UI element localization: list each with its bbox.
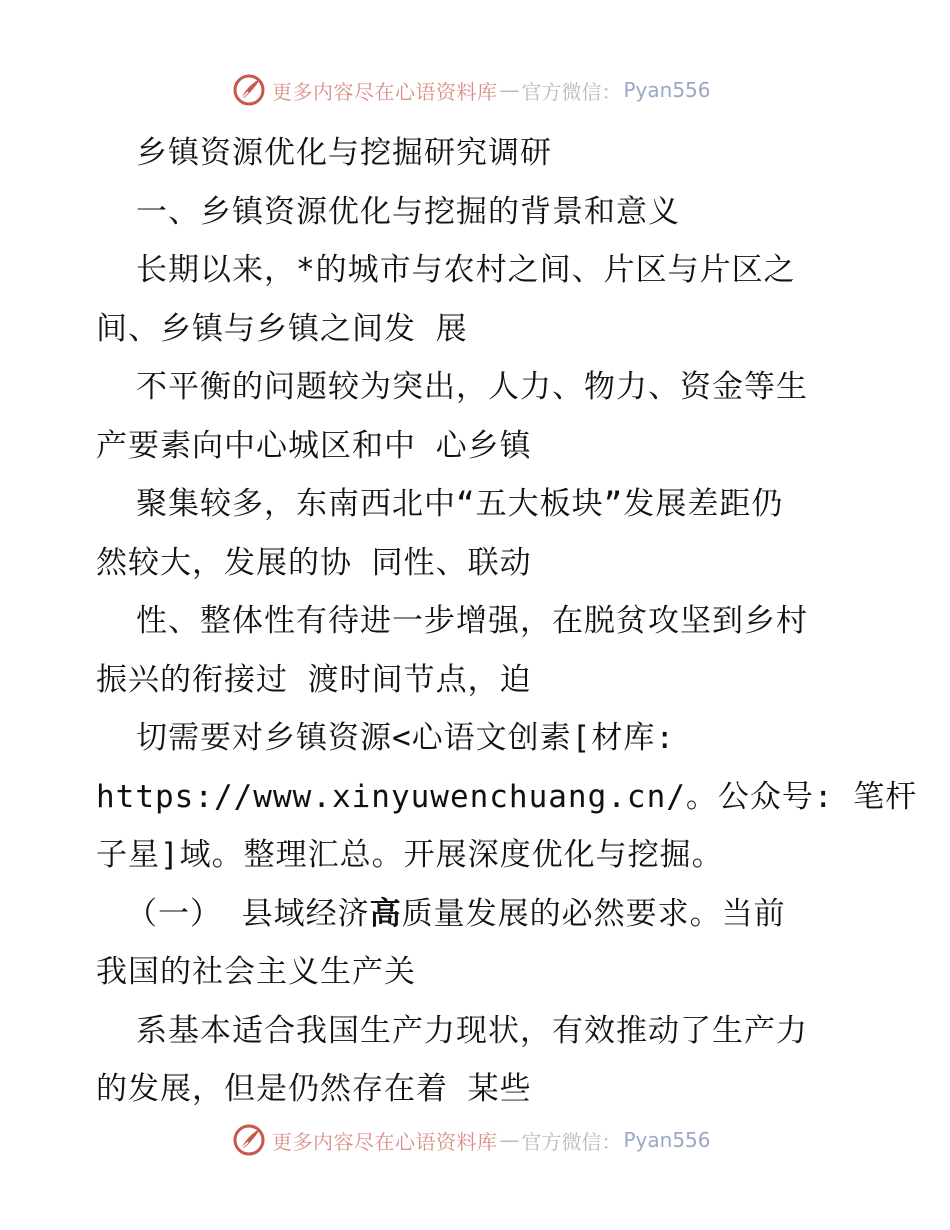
subsection-bold-char: 高 bbox=[369, 895, 402, 932]
quill-circle-icon bbox=[232, 1123, 266, 1157]
paragraph-line: 振兴的衔接过 渡时间节点，迫 bbox=[96, 661, 532, 698]
paragraph-line: https://www.xinyuwenchuang.cn/。公众号: 笔杆 bbox=[96, 778, 918, 815]
watermark-official: 官方微信： bbox=[521, 1129, 622, 1154]
paragraph-line: 的发展，但是仍然存在着 某些 bbox=[96, 1071, 532, 1107]
paragraph-line: 切需要对乡镇资源<心语文创素[材库: bbox=[136, 720, 675, 756]
quill-circle-icon bbox=[232, 73, 266, 107]
paragraph-line: 我国的社会主义生产关 bbox=[96, 954, 416, 990]
paragraph-line: 长期以来，*的城市与农村之间、片区与片区之 bbox=[136, 252, 796, 288]
paragraph-line: 聚集较多，东南西北中“五大板块”发展差距仍 bbox=[136, 486, 784, 522]
paragraph-line: 子星]域。整理汇总。开展深度优化与挖掘。 bbox=[96, 837, 724, 873]
paragraph-line: 系基本适合我国生产力现状，有效推动了生产力 bbox=[136, 1012, 808, 1049]
watermark-id: Pyan556 bbox=[623, 78, 711, 102]
document-title: 乡镇资源优化与挖掘研究调研 bbox=[136, 135, 552, 171]
watermark-brand: 更多内容尽在心语资料库 bbox=[272, 79, 498, 104]
subsection-heading bbox=[96, 885, 856, 944]
footer-watermark bbox=[232, 1120, 711, 1160]
paragraph-line: 不平衡的问题较为突出，人力、物力、资金等生 bbox=[136, 369, 808, 405]
watermark-brand: 更多内容尽在心语资料库 bbox=[272, 1129, 498, 1154]
watermark-id: Pyan556 bbox=[623, 1128, 711, 1152]
paragraph-line: 产要素向中心城区和中 心乡镇 bbox=[96, 427, 532, 464]
paragraph-line: 性、整体性有待进一步增强，在脱贫攻坚到乡村 bbox=[136, 603, 808, 639]
subsection-prefix: （一） 县域经济 bbox=[126, 895, 370, 932]
header-watermark bbox=[232, 70, 711, 110]
watermark-dash: — bbox=[499, 78, 520, 102]
document-body bbox=[96, 124, 918, 1119]
watermark-dash: — bbox=[499, 1128, 520, 1152]
subsection-rest: 质量发展的必然要求。当前 bbox=[401, 895, 786, 932]
paragraph-line: 然较大，发展的协 同性、联动 bbox=[96, 544, 532, 581]
paragraph-line: 间、乡镇与乡镇之间发 展 bbox=[96, 310, 468, 347]
section-heading: 一、乡镇资源优化与挖掘的背景和意义 bbox=[136, 193, 680, 230]
watermark-official: 官方微信： bbox=[521, 79, 622, 104]
